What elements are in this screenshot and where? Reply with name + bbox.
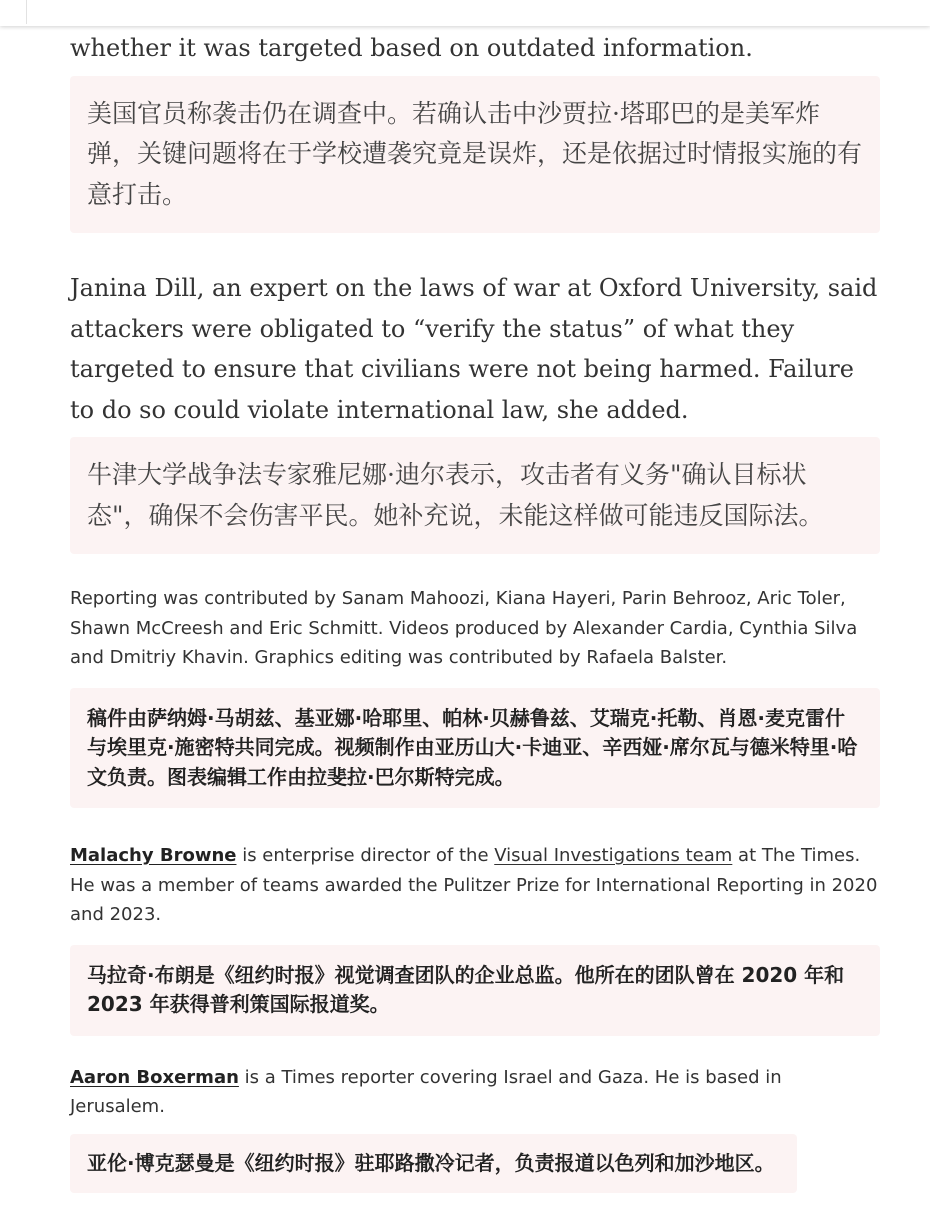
- translation-box-credits: [70, 688, 880, 809]
- author-bio-2-zh: 亚伦·博克瑟曼是《纽约时报》驻耶路撒冷记者，负责报道以色列和加沙地区。: [87, 1150, 775, 1175]
- author-link-aaron-boxerman[interactable]: Aaron Boxerman: [70, 1066, 239, 1088]
- top-bar-divider: [26, 0, 27, 24]
- translation-box-2: [70, 437, 880, 554]
- author-bio-1-zh: 马拉奇·布朗是《纽约时报》视觉调查团队的企业总监。他所在的团队曾在 2020 年和 2023 年获得普利策国际报道奖。: [87, 962, 845, 1016]
- paragraph-zh-2: 牛津大学战争法专家雅尼娜·迪尔表示，攻击者有义务"确认目标状态"，确保不会伤害平民。她补充说，未能这样做可能违反国际法。: [87, 460, 824, 530]
- author-bio-2-text: is a Times reporter covering Israel and Gaza. He is based in Jerusalem.: [70, 1066, 782, 1117]
- author-bio-2: [70, 1063, 880, 1122]
- paragraph-en-2: Janina Dill, an expert on the laws of war at Oxford University, said attackers were obligated to “verify the status” of what they targeted to ensure that civilians were not being harmed. Failure to do so could violate international law, she added.: [70, 274, 878, 424]
- paragraph-en-1-tail: whether it was targeted based on outdated information.: [70, 34, 753, 62]
- credits-zh: 稿件由萨纳姆·马胡兹、基亚娜·哈耶里、帕林·贝赫鲁兹、艾瑞克·托勒、肖恩·麦克雷什与埃里克·施密特共同完成。视频制作由亚历山大·卡迪亚、辛西娅·席尔瓦与德米特里·哈文负责。图表编辑工作由拉斐拉·巴尔斯特完成。: [87, 705, 858, 789]
- author-bio-1-text-b: at The Times. He was a member of teams awarded the Pulitzer Prize for International Reporting in 2020 and 2023.: [70, 845, 878, 925]
- visual-investigations-link[interactable]: Visual Investigations team: [494, 845, 733, 866]
- article-body: [70, 26, 880, 1193]
- author-link-malachy-browne[interactable]: Malachy Browne: [70, 845, 237, 866]
- translation-box-1: [70, 76, 880, 234]
- author-bio-1: [70, 841, 880, 930]
- author-bio-1-text-a: is enterprise director of the: [236, 845, 495, 866]
- translation-box-bio-2: [70, 1134, 797, 1194]
- top-bar: [0, 0, 930, 26]
- translation-box-bio-1: [70, 945, 880, 1036]
- paragraph-zh-1: 美国官员称袭击仍在调查中。若确认击中沙贾拉·塔耶巴的是美军炸弹，关键问题将在于学校遭袭究竟是误炸，还是依据过时情报实施的有意打击。: [87, 98, 863, 209]
- credits-en: Reporting was contributed by Sanam Mahoozi, Kiana Hayeri, Parin Behrooz, Aric Toler, Shawn McCreesh and Eric Schmitt. Videos produced by Alexander Cardia, Cynthia Silva and Dmitriy Khavin. Graphics editing was contributed by Rafaela Balster.: [70, 588, 858, 668]
